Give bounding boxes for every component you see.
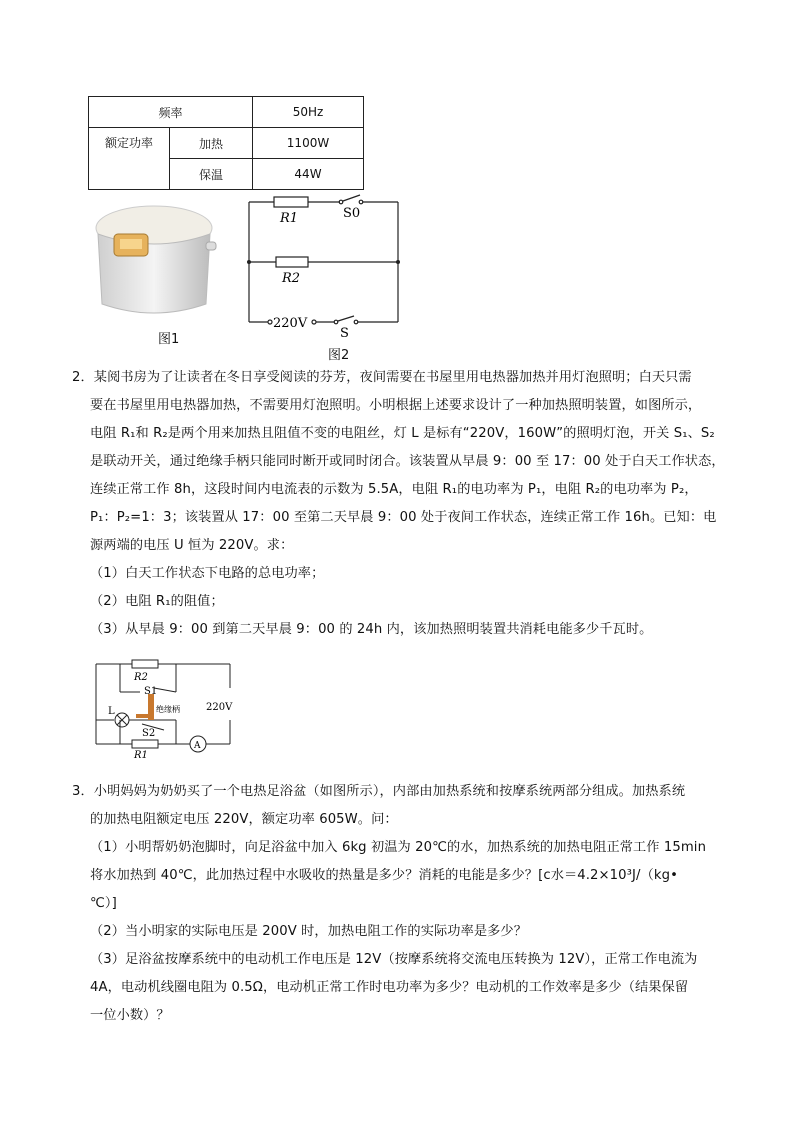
q2-sub-3: （3）从早晨 9：00 到第二天早晨 9：00 的 24h 内，该加热照明装置共消耗电能多少千瓦时。	[90, 622, 653, 637]
heat-value: 1100W	[253, 128, 364, 159]
q2-number: 2．	[72, 370, 94, 385]
fig2-s0-label: S0	[343, 206, 361, 221]
q3-sub-1-cont: 将水加热到 40℃，此加热过程中水吸收的热量是多少？消耗的电能是多少？[c水＝4.2×10³J/（kg•	[90, 868, 678, 883]
q2-line-6: P₁：P₂=1：3；该装置从 17：00 至第二天早晨 9：00 处于夜间工作状态，连续正常工作 16h。已知：电	[90, 510, 717, 525]
rice-cooker-image	[88, 194, 228, 324]
q2fig-s1-label: S1	[144, 686, 158, 697]
fig2-voltage-label: 220V	[273, 316, 308, 331]
q3-line-2: 的加热电阻额定电压 220V，额定功率 605W。问：	[90, 812, 398, 827]
q3-sub-2: （2）当小明家的实际电压是 200V 时，加热电阻工作的实际功率是多少？	[90, 924, 528, 939]
q3-sub-3: （3）足浴盆按摩系统中的电动机工作电压是 12V（按摩系统将交流电压转换为 12V），正常工作电流为	[90, 952, 698, 967]
fig2-caption: 图2	[328, 348, 350, 363]
q2fig-r1-label: R1	[134, 750, 148, 761]
fig2-r1-label: R1	[280, 211, 299, 226]
q3-sub-1: （1）小明帮奶奶泡脚时，向足浴盆中加入 6kg 初温为 20℃的水，加热系统的加热电阻正常工作 15min	[90, 840, 707, 855]
q2fig-a-label: A	[194, 741, 201, 751]
freq-label: 频率	[89, 97, 253, 128]
q2-line-4: 是联动开关，通过绝缘手柄只能同时断开或同时闭合。该装置从早晨 9：00 至 17：00 处于白天工作状态，	[90, 454, 725, 469]
q2fig-handle-label: 绝缘柄	[156, 705, 180, 714]
circuit-fig2	[240, 190, 410, 340]
circuit-q2	[92, 658, 242, 761]
power-label: 额定功率	[89, 128, 170, 190]
q3-line-1: 小明妈妈为奶奶买了一个电热足浴盆（如图所示），内部由加热系统和按摩系统两部分组成。加热系统	[93, 784, 686, 799]
q2fig-s2-label: S2	[142, 728, 156, 739]
q2fig-r2-label: R2	[134, 672, 148, 683]
keep-label: 保温	[170, 159, 253, 190]
question-2	[72, 364, 725, 644]
q2-sub-2: （2）电阻 R₁的阻值；	[90, 594, 224, 609]
q2fig-voltage-label: 220V	[206, 702, 233, 713]
q2-line-2: 要在书屋里用电热器加热，不需要用灯泡照明。小明根据上述要求设计了一种加热照明装置，如图所示，	[90, 398, 702, 413]
q3-sub-1-end: ℃）]	[90, 896, 117, 911]
fig2-s-label: S	[340, 326, 349, 341]
fig2-r2-label: R2	[282, 271, 301, 286]
freq-value: 50Hz	[253, 97, 364, 128]
q2-sub-1: （1）白天工作状态下电路的总电功率；	[90, 566, 325, 581]
q2-line-5: 连续正常工作 8h，这段时间内电流表的示数为 5.5A，电阻 R₁的电功率为 P₁，电阻 R₂的电功率为 P₂，	[90, 482, 698, 497]
q2-line-7: 源两端的电压 U 恒为 220V。求：	[90, 538, 294, 553]
spec-table	[88, 96, 364, 190]
q2fig-l-label: L	[108, 706, 115, 717]
question-3	[72, 778, 706, 1030]
q2-line-1: 某阅书房为了让读者在冬日享受阅读的芬芳，夜间需要在书屋里用电热器加热并用灯泡照明；白天只需	[93, 370, 692, 385]
heat-label: 加热	[170, 128, 253, 159]
keep-value: 44W	[253, 159, 364, 190]
q3-sub-3-cont: 4A，电动机线圈电阻为 0.5Ω，电动机正常工作时电功率为多少？电动机的工作效率是多少（结果保留	[90, 980, 689, 995]
fig1-caption: 图1	[158, 332, 180, 347]
q3-sub-3-end: 一位小数）？	[90, 1008, 170, 1023]
q2-line-3: 电阻 R₁和 R₂是两个用来加热且阻值不变的电阻丝，灯 L 是标有“220V，160W”的照明灯泡，开关 S₁、S₂	[90, 426, 715, 441]
q3-number: 3．	[72, 784, 94, 799]
